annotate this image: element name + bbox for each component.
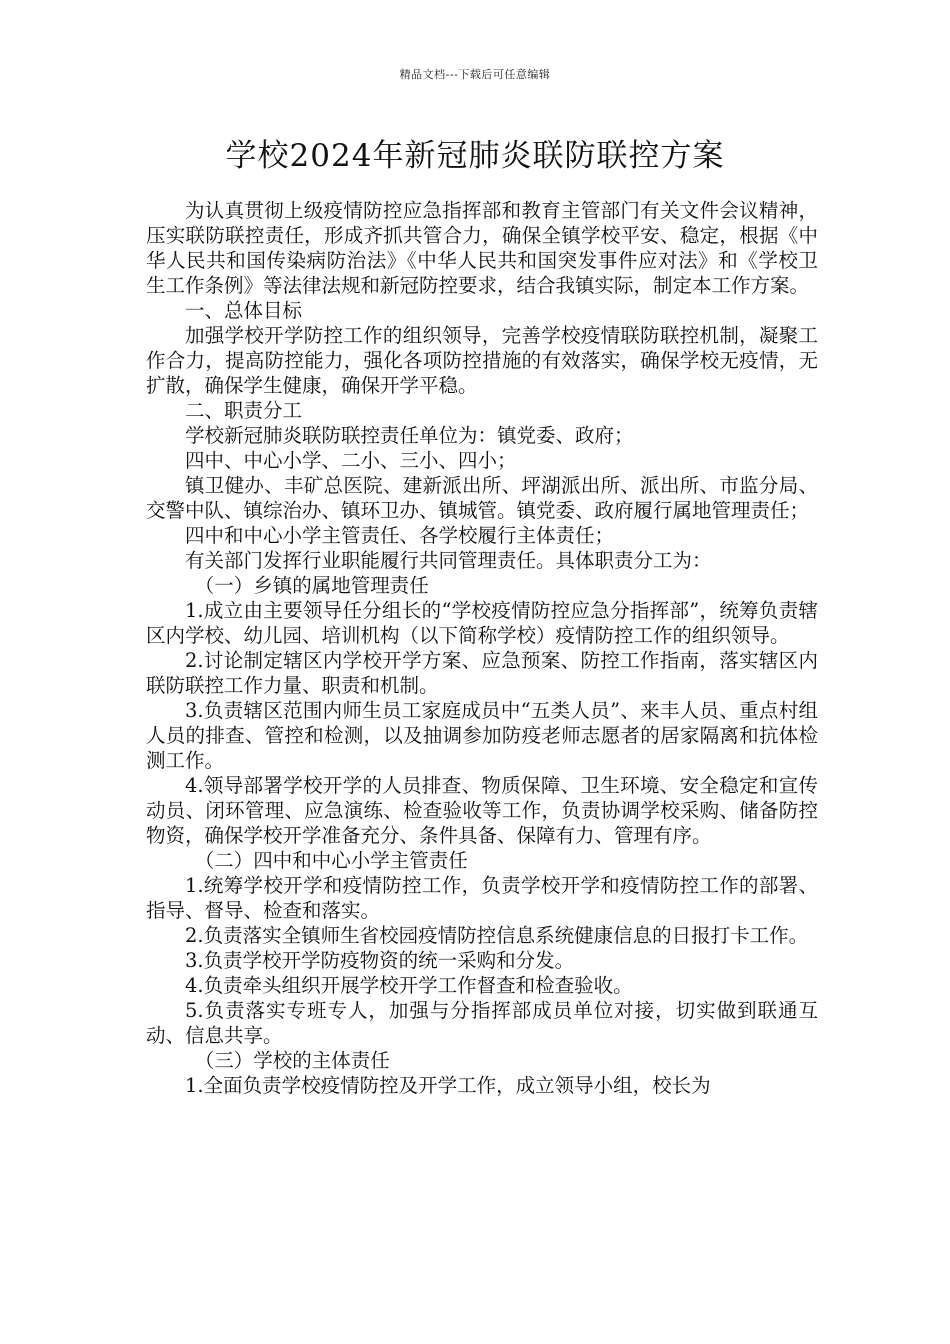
body-paragraph: 加强学校开学防控工作的组织领导，完善学校疫情联防联控机制，凝聚工作合力，提高防控能力，强化各项防控措施的有效落实，确保学校无疫情，无扩散，确保学生健康，确保开学平稳。 — [146, 324, 818, 397]
page-header-note: 精品文档---下载后可任意编辑 — [399, 68, 551, 81]
body-paragraph: 3.负责学校开学防疫物资的统一采购和分发。 — [185, 949, 575, 972]
document-title: 学校2024年新冠肺炎联防联控方案 — [225, 138, 725, 174]
body-paragraph: 4.负责牵头组织开展学校开学工作督查和检查验收。 — [185, 974, 633, 997]
body-paragraph: 1.全面负责学校疫情防控及开学工作，成立领导小组，校长为 — [185, 1074, 711, 1097]
section-heading: 一、总体目标 — [185, 299, 303, 322]
body-paragraph: 3.负责辖区范围内师生员工家庭成员中“五类人员”、来丰人员、重点村组人员的排查、管控和检测，以及抽调参加防疫老师志愿者的居家隔离和抗体检测工作。 — [146, 699, 818, 772]
section-heading: （三）学校的主体责任 — [194, 1049, 390, 1072]
section-heading: （一）乡镇的属地管理责任 — [194, 574, 429, 597]
body-paragraph: 4.领导部署学校开学的人员排查、物质保障、卫生环境、安全稳定和宣传动员、闭环管理、应急演练、检查验收等工作，负责协调学校采购、储备防控物资，确保学校开学准备充分、条件具备、保障有力、管理有序。 — [146, 774, 818, 847]
body-paragraph: 为认真贯彻上级疫情防控应急指挥部和教育主管部门有关文件会议精神，压实联防联控责任，形成齐抓共管合力，确保全镇学校平安、稳定，根据《中华人民共和国传染病防治法》《中华人民共和国突发事件应对法》和《学校卫生工作条例》等法律法规和新冠防控要求，结合我镇实际，制定本工作方案。 — [146, 199, 818, 297]
body-paragraph: 学校新冠肺炎联防联控责任单位为：镇党委、政府； — [185, 424, 634, 447]
body-paragraph: 镇卫健办、丰矿总医院、建新派出所、坪湖派出所、派出所、市监分局、交警中队、镇综治办、镇环卫办、镇城管。镇党委、政府履行属地管理责任； — [146, 474, 818, 522]
document-body — [146, 198, 818, 1098]
body-paragraph: 2.讨论制定辖区内学校开学方案、应急预案、防控工作指南，落实辖区内联防联控工作力量、职责和机制。 — [146, 649, 818, 697]
section-heading: 二、职责分工 — [185, 399, 303, 422]
body-paragraph: 1.统筹学校开学和疫情防控工作，负责学校开学和疫情防控工作的部署、指导、督导、检查和落实。 — [146, 874, 818, 922]
body-paragraph: 四中、中心小学、二小、三小、四小； — [185, 449, 517, 472]
section-heading: （二）四中和中心小学主管责任 — [194, 849, 468, 872]
body-paragraph: 1.成立由主要领导任分组长的“学校疫情防控应急分指挥部”，统筹负责辖区内学校、幼儿园、培训机构（以下简称学校）疫情防控工作的组织领导。 — [146, 599, 818, 647]
body-paragraph: 2.负责落实全镇师生省校园疫情防控信息系统健康信息的日报打卡工作。 — [185, 924, 809, 947]
body-paragraph: 5.负责落实专班专人，加强与分指挥部成员单位对接，切实做到联通互动、信息共享。 — [146, 999, 818, 1047]
body-paragraph: 四中和中心小学主管责任、各学校履行主体责任； — [185, 524, 615, 547]
body-paragraph: 有关部门发挥行业职能履行共同管理责任。具体职责分工为： — [185, 549, 712, 572]
